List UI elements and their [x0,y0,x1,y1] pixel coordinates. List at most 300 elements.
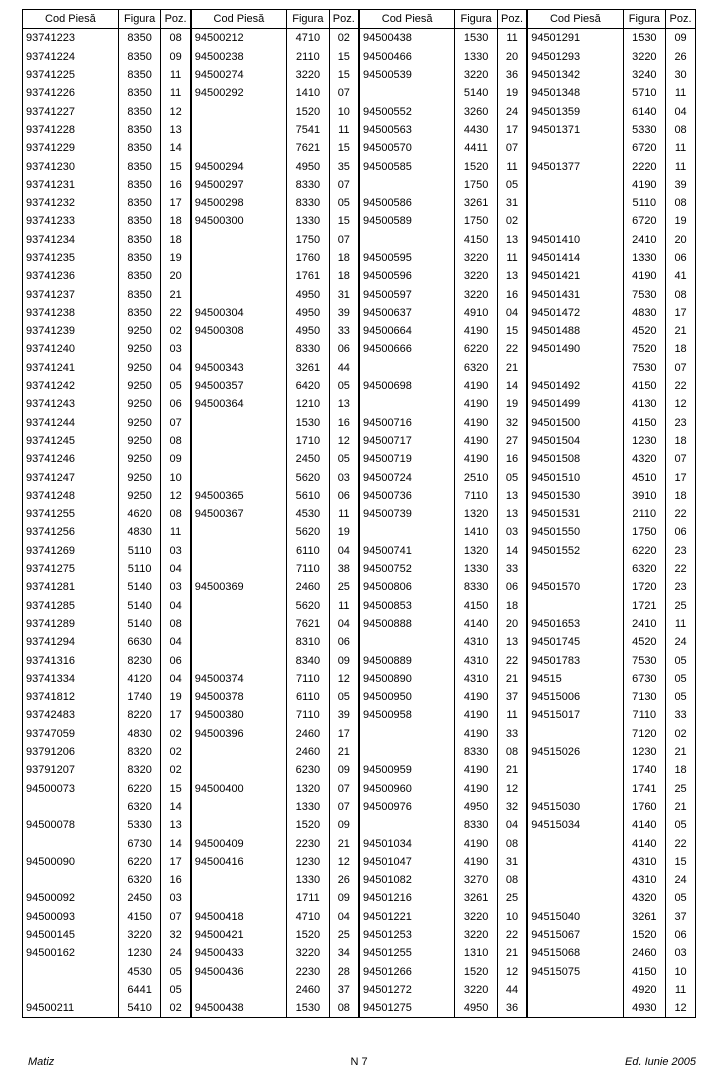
cell-position: 16 [161,871,191,889]
header-part-code: Cod Piesă [23,10,119,29]
cell-position: 20 [666,231,696,249]
cell-code: 94500369 [191,578,287,596]
cell-figure: 8330 [287,176,330,194]
cell-figure: 5110 [118,560,161,578]
cell-position: 15 [161,157,191,175]
cell-code: 93741269 [23,542,119,560]
cell-figure: 6320 [118,798,161,816]
cell-code: 94515 [527,670,623,688]
cell-code [191,743,287,761]
table-row [23,597,696,615]
cell-position: 06 [666,926,696,944]
cell-code: 94501082 [359,871,455,889]
cell-code: 93741242 [23,377,119,395]
cell-position: 07 [329,779,359,797]
cell-figure: 1330 [287,871,330,889]
cell-figure: 1320 [455,505,498,523]
cell-figure: 8320 [118,761,161,779]
cell-code: 94501570 [527,578,623,596]
cell-code [359,816,455,834]
cell-figure: 4120 [118,670,161,688]
cell-code: 94500719 [359,450,455,468]
cell-figure: 6320 [455,359,498,377]
cell-code: 93741240 [23,340,119,358]
cell-code: 94501488 [527,322,623,340]
cell-position: 27 [497,432,527,450]
cell-figure: 1750 [623,523,666,541]
cell-figure: 8350 [118,121,161,139]
cell-position: 31 [497,194,527,212]
cell-figure: 3220 [623,48,666,66]
cell-figure: 7110 [287,670,330,688]
cell-code [23,962,119,980]
cell-position: 05 [497,176,527,194]
cell-position: 03 [161,542,191,560]
cell-code: 94500637 [359,304,455,322]
cell-position: 05 [329,377,359,395]
cell-code: 94515017 [527,706,623,724]
cell-figure: 2110 [287,48,330,66]
cell-figure: 4150 [118,908,161,926]
cell-figure: 3220 [287,944,330,962]
cell-code: 94515067 [527,926,623,944]
cell-code [191,102,287,120]
cell-position: 21 [329,743,359,761]
cell-figure: 1330 [287,212,330,230]
cell-figure: 2110 [623,505,666,523]
cell-code [191,633,287,651]
parts-index-table [22,9,696,1018]
cell-position: 12 [329,670,359,688]
cell-figure: 4190 [455,853,498,871]
cell-position: 21 [666,798,696,816]
cell-figure: 6320 [623,560,666,578]
cell-figure: 3220 [455,908,498,926]
cell-code [191,816,287,834]
cell-position: 39 [329,706,359,724]
table-row [23,29,696,48]
cell-figure: 2460 [287,981,330,999]
cell-code: 94500364 [191,395,287,413]
cell-code: 94501490 [527,340,623,358]
cell-figure: 8350 [118,29,161,48]
cell-position: 11 [666,84,696,102]
cell-figure: 9250 [118,414,161,432]
cell-position: 12 [497,962,527,980]
cell-code: 93741248 [23,487,119,505]
cell-code [191,285,287,303]
cell-position: 19 [666,212,696,230]
cell-position: 44 [329,359,359,377]
cell-code: 94500380 [191,706,287,724]
header-part-code: Cod Piesă [359,10,455,29]
cell-code: 93741230 [23,157,119,175]
cell-figure: 5140 [118,597,161,615]
cell-code [191,761,287,779]
cell-position: 10 [161,468,191,486]
table-row [23,798,696,816]
cell-position: 09 [161,450,191,468]
cell-position: 02 [161,725,191,743]
cell-figure: 4910 [455,304,498,322]
table-row [23,962,696,980]
cell-position: 06 [497,578,527,596]
cell-position: 22 [497,651,527,669]
cell-code: 93741234 [23,231,119,249]
cell-position: 14 [161,834,191,852]
table-row [23,542,696,560]
cell-figure: 7110 [455,487,498,505]
cell-figure: 8350 [118,304,161,322]
cell-position: 11 [161,84,191,102]
cell-position: 26 [329,871,359,889]
cell-position: 05 [161,377,191,395]
cell-figure: 3220 [287,66,330,84]
header-position: Poz. [497,10,527,29]
cell-figure: 4520 [623,633,666,651]
cell-code: 93791207 [23,761,119,779]
cell-figure: 4950 [287,285,330,303]
cell-figure: 6630 [118,633,161,651]
cell-position: 13 [497,505,527,523]
cell-position: 02 [329,29,359,48]
cell-figure: 1520 [623,926,666,944]
cell-position: 11 [666,139,696,157]
cell-figure: 4310 [455,633,498,651]
cell-position: 09 [329,651,359,669]
table-row [23,66,696,84]
cell-figure: 2460 [287,743,330,761]
cell-figure: 4320 [623,889,666,907]
cell-figure: 4150 [623,377,666,395]
cell-figure: 6220 [118,853,161,871]
cell-code: 93741235 [23,249,119,267]
cell-figure: 9250 [118,487,161,505]
cell-code: 94500741 [359,542,455,560]
cell-code: 94500300 [191,212,287,230]
cell-code: 94500976 [359,798,455,816]
cell-figure: 1320 [287,779,330,797]
cell-figure: 1750 [455,212,498,230]
cell-position: 11 [666,615,696,633]
cell-figure: 8330 [455,743,498,761]
cell-figure: 5620 [287,523,330,541]
cell-figure: 9250 [118,395,161,413]
cell-figure: 1520 [455,962,498,980]
cell-position: 15 [329,212,359,230]
cell-code: 94500162 [23,944,119,962]
cell-code [359,633,455,651]
cell-figure: 3910 [623,487,666,505]
cell-code: 94501414 [527,249,623,267]
cell-figure: 3220 [455,267,498,285]
cell-figure: 8330 [455,578,498,596]
cell-figure: 1320 [455,542,498,560]
cell-figure: 6720 [623,139,666,157]
table-row [23,48,696,66]
cell-figure: 9250 [118,340,161,358]
cell-position: 11 [329,121,359,139]
cell-figure: 6220 [118,779,161,797]
cell-figure: 1750 [287,231,330,249]
cell-figure: 5710 [623,84,666,102]
cell-code: 93741243 [23,395,119,413]
cell-code: 93791206 [23,743,119,761]
cell-code [527,834,623,852]
cell-code: 94501421 [527,267,623,285]
cell-position: 24 [161,944,191,962]
cell-figure: 2460 [287,725,330,743]
cell-position: 05 [161,962,191,980]
cell-figure: 1330 [455,48,498,66]
cell-code: 94500409 [191,834,287,852]
cell-code: 94500374 [191,670,287,688]
cell-position: 09 [329,816,359,834]
cell-position: 05 [666,688,696,706]
cell-position: 18 [666,340,696,358]
table-body [23,29,696,1018]
cell-code: 93741238 [23,304,119,322]
cell-position: 11 [497,29,527,48]
cell-figure: 1310 [455,944,498,962]
cell-position: 08 [329,999,359,1018]
cell-code: 94500716 [359,414,455,432]
cell-code: 94500211 [23,999,119,1018]
cell-position: 05 [666,670,696,688]
cell-code: 94500960 [359,779,455,797]
cell-code: 93741289 [23,615,119,633]
cell-code: 94500092 [23,889,119,907]
table-row [23,432,696,450]
cell-code: 94500959 [359,761,455,779]
cell-code: 94515075 [527,962,623,980]
table-row [23,688,696,706]
cell-position: 13 [161,121,191,139]
cell-figure: 5110 [623,194,666,212]
cell-code: 94500294 [191,157,287,175]
cell-code [191,523,287,541]
cell-code: 94500888 [359,615,455,633]
table-row [23,670,696,688]
cell-figure: 9250 [118,359,161,377]
cell-code [191,121,287,139]
cell-figure: 1720 [623,578,666,596]
cell-position: 02 [666,725,696,743]
cell-code [527,359,623,377]
cell-code: 94500238 [191,48,287,66]
cell-code: 94501034 [359,834,455,852]
cell-code: 93741236 [23,267,119,285]
cell-position: 23 [666,578,696,596]
cell-code: 93741244 [23,414,119,432]
cell-figure: 1711 [287,889,330,907]
cell-code: 93741231 [23,176,119,194]
cell-code: 94501253 [359,926,455,944]
cell-position: 07 [666,359,696,377]
cell-code [23,834,119,852]
cell-code: 94501504 [527,432,623,450]
cell-position: 25 [666,597,696,615]
table-row [23,176,696,194]
cell-code: 94500297 [191,176,287,194]
cell-code: 93741812 [23,688,119,706]
cell-position: 16 [329,414,359,432]
cell-position: 16 [497,450,527,468]
cell-figure: 8350 [118,102,161,120]
cell-figure: 8310 [287,633,330,651]
cell-code: 94500666 [359,340,455,358]
cell-position: 07 [329,176,359,194]
cell-code [191,414,287,432]
cell-figure: 6730 [623,670,666,688]
cell-figure: 4710 [287,29,330,48]
cell-position: 06 [329,340,359,358]
cell-code: 94501047 [359,853,455,871]
cell-code: 93747059 [23,725,119,743]
cell-code: 93741246 [23,450,119,468]
cell-code: 94501293 [527,48,623,66]
cell-figure: 1520 [287,926,330,944]
cell-figure: 6720 [623,212,666,230]
cell-figure: 6110 [287,542,330,560]
table-row [23,834,696,852]
cell-figure: 1530 [287,999,330,1018]
cell-position: 05 [329,688,359,706]
cell-code: 94500400 [191,779,287,797]
cell-position: 08 [497,834,527,852]
cell-figure: 5620 [287,468,330,486]
cell-code: 94500367 [191,505,287,523]
cell-figure: 5140 [118,615,161,633]
cell-code: 94501275 [359,999,455,1018]
cell-code: 94500308 [191,322,287,340]
cell-position: 17 [497,121,527,139]
cell-figure: 8350 [118,194,161,212]
cell-figure: 4320 [623,450,666,468]
cell-figure: 1721 [623,597,666,615]
table-row [23,359,696,377]
cell-figure: 4190 [455,377,498,395]
cell-code: 94500416 [191,853,287,871]
table-row [23,908,696,926]
cell-figure: 8350 [118,231,161,249]
cell-position: 12 [161,487,191,505]
cell-figure: 8350 [118,139,161,157]
cell-figure: 2460 [623,944,666,962]
cell-figure: 4190 [455,432,498,450]
cell-code: 94501216 [359,889,455,907]
cell-code [191,560,287,578]
cell-figure: 7530 [623,359,666,377]
cell-code: 93741247 [23,468,119,486]
cell-code [359,231,455,249]
cell-code: 93741334 [23,670,119,688]
cell-code: 94500596 [359,267,455,285]
cell-position: 28 [329,962,359,980]
cell-position: 21 [497,359,527,377]
cell-code [191,798,287,816]
cell-position: 18 [329,267,359,285]
cell-position: 02 [161,761,191,779]
cell-code: 93741239 [23,322,119,340]
cell-figure: 2450 [118,889,161,907]
header-position: Poz. [666,10,696,29]
cell-code: 93741255 [23,505,119,523]
cell-position: 07 [666,450,696,468]
table-row [23,377,696,395]
cell-code: 93741224 [23,48,119,66]
cell-figure: 8230 [118,651,161,669]
table-row [23,285,696,303]
cell-position: 18 [497,597,527,615]
cell-code: 94500724 [359,468,455,486]
cell-position: 17 [666,304,696,322]
cell-figure: 6220 [455,340,498,358]
cell-code: 94500298 [191,194,287,212]
cell-figure: 4950 [287,157,330,175]
table-row [23,761,696,779]
cell-code: 93741225 [23,66,119,84]
cell-figure: 3270 [455,871,498,889]
table-row [23,706,696,724]
cell-figure: 1330 [623,249,666,267]
cell-code: 94501410 [527,231,623,249]
cell-code: 93741281 [23,578,119,596]
cell-code: 94500853 [359,597,455,615]
cell-code [191,597,287,615]
cell-position: 08 [497,871,527,889]
cell-code: 93741285 [23,597,119,615]
cell-position: 11 [666,981,696,999]
cell-position: 05 [161,981,191,999]
cell-code: 94500890 [359,670,455,688]
cell-figure: 6110 [287,688,330,706]
cell-position: 13 [497,267,527,285]
cell-figure: 3220 [455,926,498,944]
cell-position: 20 [161,267,191,285]
cell-figure: 1210 [287,395,330,413]
cell-code: 94500073 [23,779,119,797]
cell-code: 94501255 [359,944,455,962]
table-row [23,633,696,651]
cell-figure: 1230 [623,432,666,450]
cell-code: 94501499 [527,395,623,413]
cell-figure: 4830 [118,523,161,541]
table-row [23,194,696,212]
cell-position: 09 [329,761,359,779]
cell-position: 04 [161,633,191,651]
cell-code: 94500806 [359,578,455,596]
cell-code: 94501472 [527,304,623,322]
cell-position: 39 [329,304,359,322]
cell-figure: 5330 [118,816,161,834]
cell-position: 12 [329,432,359,450]
cell-position: 05 [666,889,696,907]
cell-code [359,725,455,743]
cell-figure: 4310 [623,871,666,889]
cell-figure: 4530 [287,505,330,523]
cell-position: 10 [329,102,359,120]
page-footer [22,1056,696,1072]
cell-figure: 7130 [623,688,666,706]
cell-code: 94500093 [23,908,119,926]
cell-code: 94500378 [191,688,287,706]
table-row [23,926,696,944]
cell-position: 08 [161,615,191,633]
cell-code [191,651,287,669]
cell-position: 02 [497,212,527,230]
cell-position: 03 [497,523,527,541]
